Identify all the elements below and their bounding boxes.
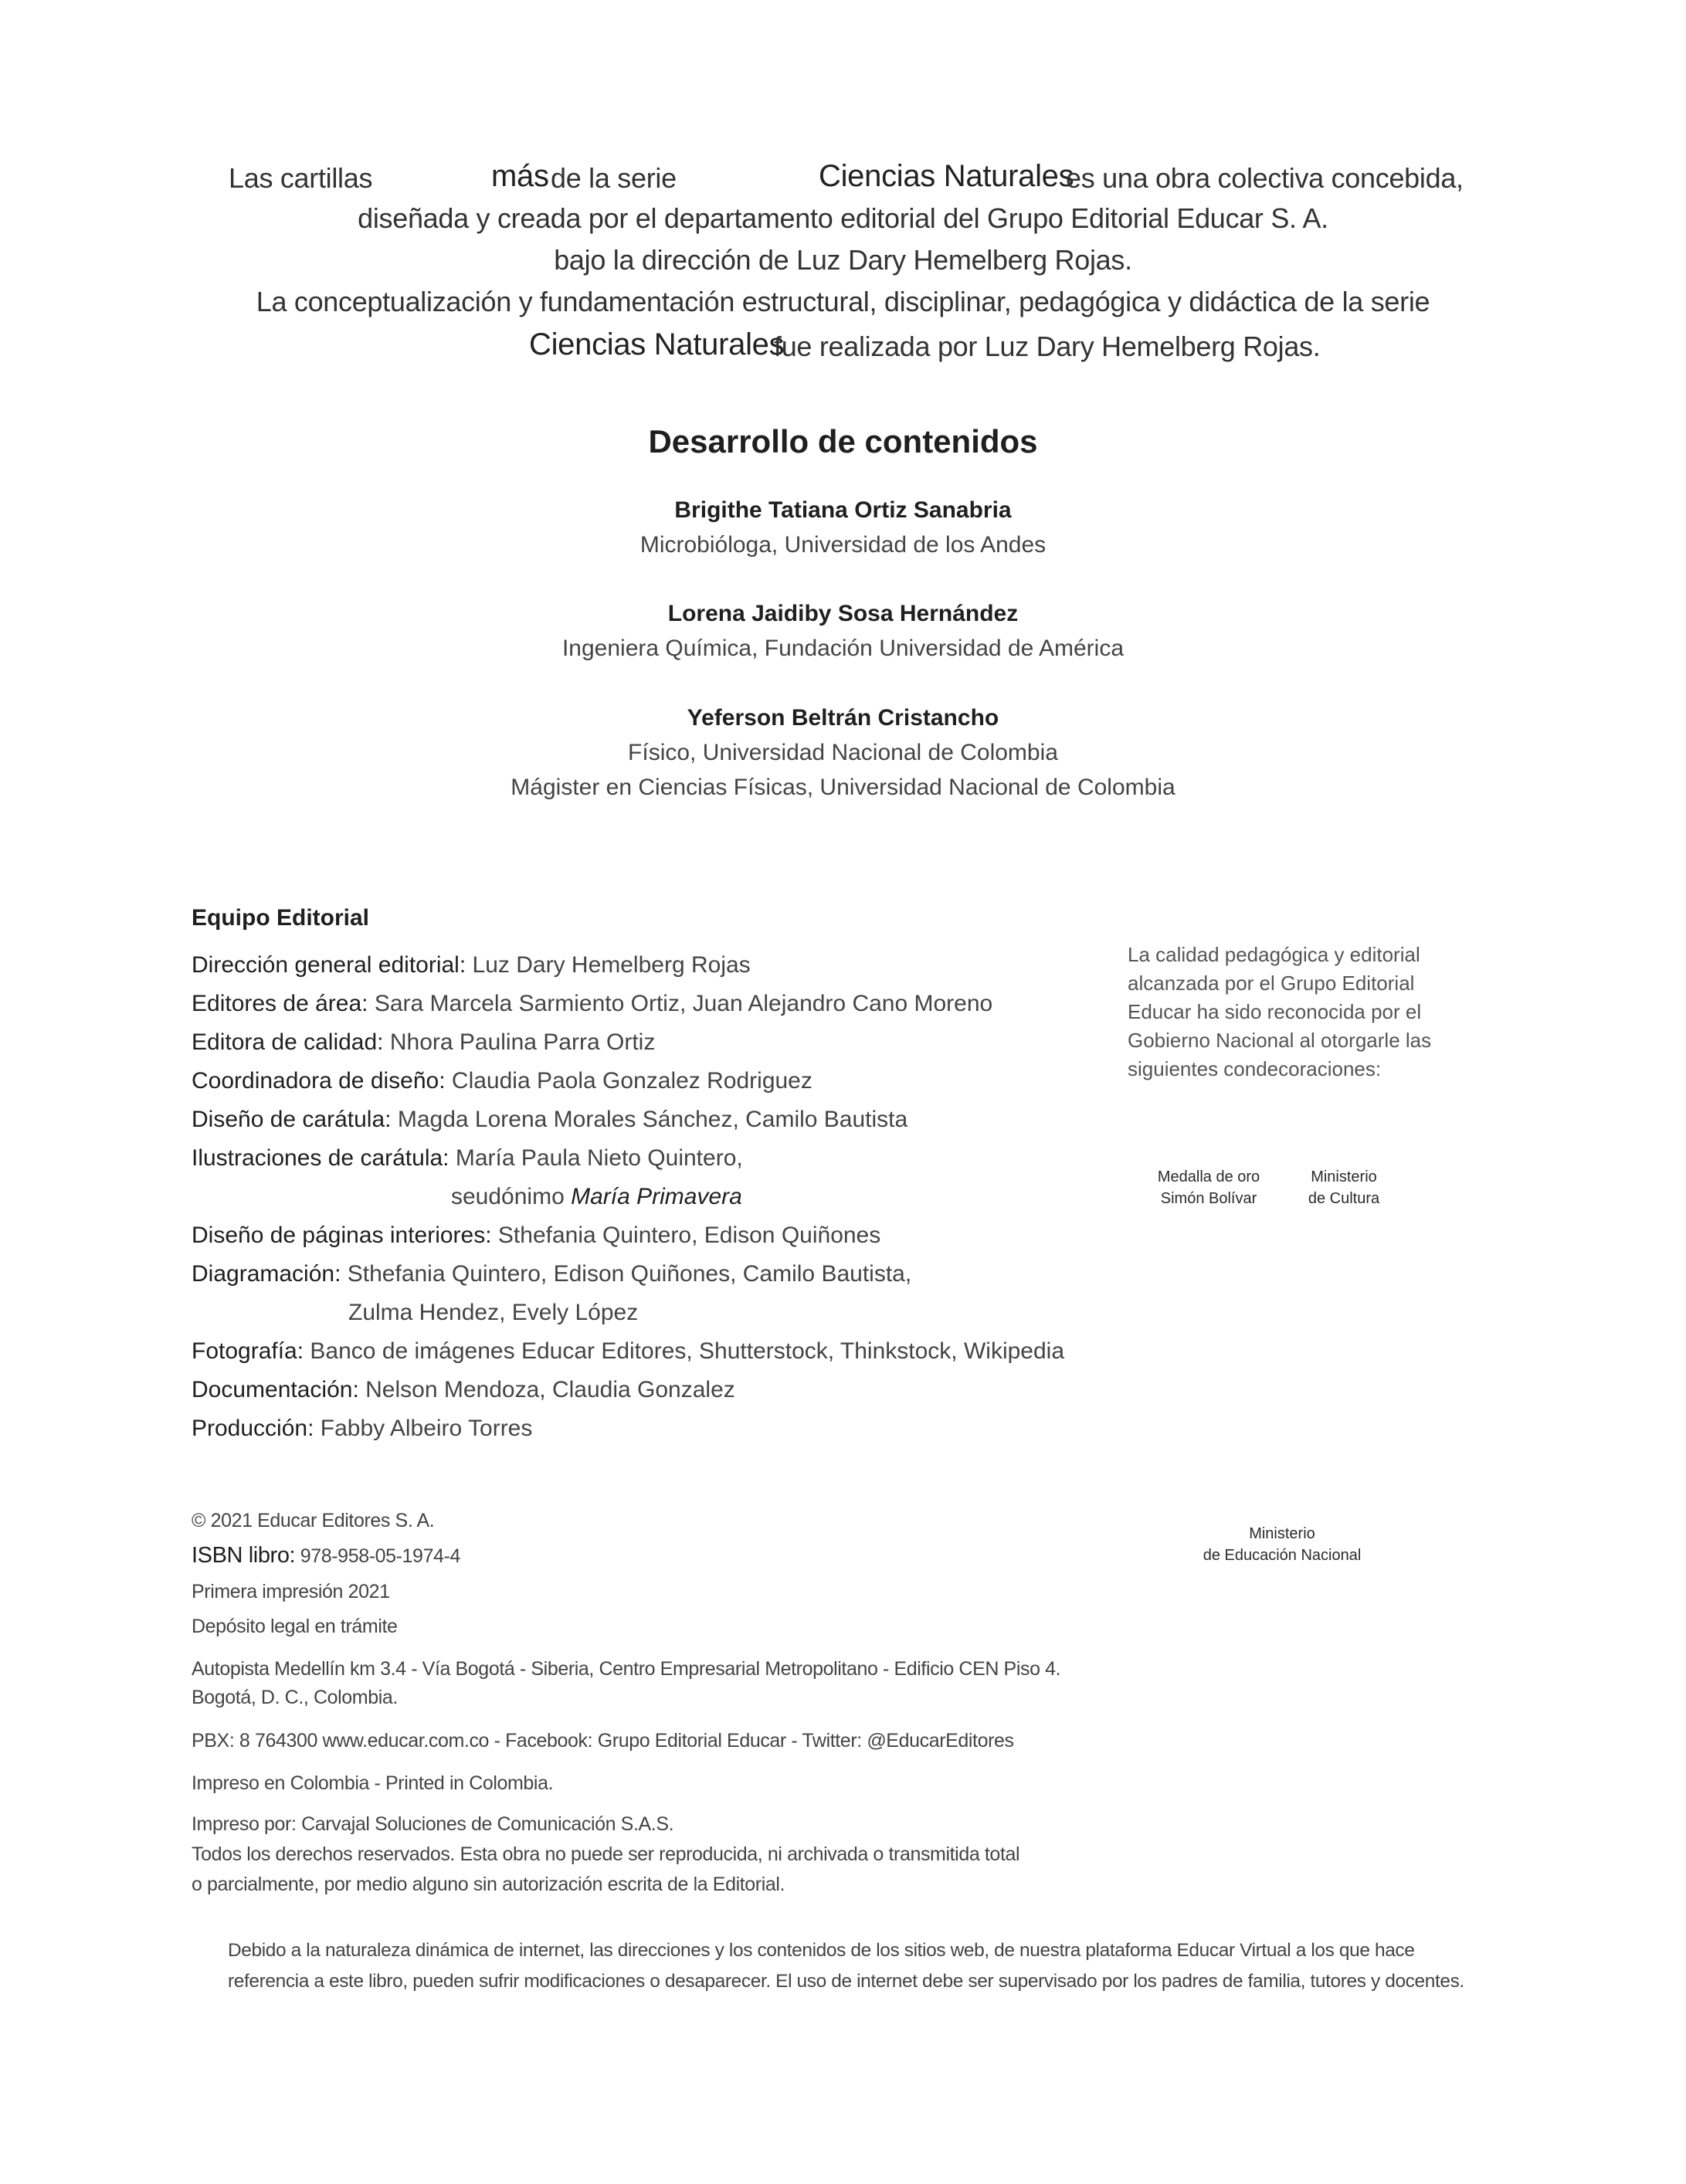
award-line: de Educación Nacional [1203,1547,1362,1564]
intro-series-name-2: Ciencias Naturales [529,327,785,361]
credit-pseudonym: María Primavera [571,1184,742,1209]
credit-row-continuation [451,1184,742,1210]
team-heading: Equipo Editorial [192,905,369,931]
printed-in: Impreso en Colombia - Printed in Colombia. [192,1772,554,1794]
credit-value: Luz Dary Hemelberg Rojas [472,952,751,978]
credit-label: Editora de calidad: [192,1029,384,1055]
credit-label: Diseño de páginas interiores: [192,1223,492,1248]
legal-deposit: Depósito legal en trámite [192,1616,398,1637]
author-description: Ingeniera Química, Fundación Universidad de América [561,636,1125,661]
credit-row [192,1338,1064,1365]
credit-row [192,952,751,978]
intro-word-cartillas: Las cartillas [229,162,373,194]
credit-value: Nhora Paulina Parra Ortiz [389,1029,656,1055]
award-ministerio-educacion [1189,1523,1375,1566]
credit-row [192,1261,911,1287]
credit-label: Ilustraciones de carátula: [192,1145,449,1171]
rights-line-2: o parcialmente, por medio alguno sin autorización escrita de la Editorial. [192,1874,785,1895]
credit-value: Zulma Hendez, Evely López [348,1300,639,1325]
credit-row [192,1145,743,1172]
award-medalla-simon-bolivar [1143,1166,1274,1209]
author-name: Yeferson Beltrán Cristancho [687,705,999,731]
credit-row [192,1029,655,1056]
credit-row [192,991,992,1017]
isbn-label: ISBN libro: [192,1543,296,1568]
isbn-value: 978-958-05-1974-4 [300,1545,461,1567]
credit-value: Banco de imágenes Educar Editores, Shutterstock, Thinkstock, Wikipedia [310,1338,1065,1364]
development-title: Desarrollo de contenidos [648,423,1038,460]
credit-row [192,1223,880,1249]
printed-by: Impreso por: Carvajal Soluciones de Comunicación S.A.S. [192,1813,674,1835]
author-name: Brigithe Tatiana Ortiz Sanabria [674,497,1012,523]
credit-value: Fabby Albeiro Torres [320,1416,533,1441]
award-line: Simón Bolívar [1160,1190,1257,1207]
award-line: Ministerio [1311,1168,1377,1185]
address-line-2: Bogotá, D. C., Colombia. [192,1687,398,1708]
awards-intro-text: La calidad pedagógica y editorial alcanzada por el Grupo Editorial Educar ha sido reconocida por el Gobierno Nacional al otorgarle las siguientes condecoraciones: [1128,943,1432,1080]
intro-line-2: diseñada y creada por el departamento editorial del Grupo Editorial Educar S. A. [358,202,1328,234]
credit-value: Nelson Mendoza, Claudia Gonzalez [365,1377,735,1402]
credit-label: Coordinadora de diseño: [192,1068,446,1094]
credit-value: Sthefania Quintero, Edison Quiñones, Camilo Bautista, [347,1261,912,1287]
award-line: Ministerio [1249,1525,1315,1542]
credit-row [192,1068,812,1094]
credit-label: Editores de área: [192,991,368,1016]
credit-row [192,1377,735,1403]
credit-row-continuation [348,1300,638,1326]
edition: Primera impresión 2021 [192,1581,390,1602]
intro-line-3: bajo la dirección de Luz Dary Hemelberg Rojas. [554,244,1132,276]
intro-word-serie: de la serie [551,162,677,194]
credit-value: Claudia Paola Gonzalez Rodriguez [451,1068,812,1094]
intro-word-mas: más [491,159,549,193]
address-line-1: Autopista Medellín km 3.4 - Vía Bogotá - Siberia, Centro Empresarial Metropolitano - Edificio CEN Piso 4. [192,1658,1061,1680]
contact-line: PBX: 8 764300 www.educar.com.co - Facebook: Grupo Editorial Educar - Twitter: @EducarEditores [192,1730,1014,1752]
credit-label: Diagramación: [192,1261,341,1287]
credit-value: seudónimo [451,1184,565,1209]
copyright: © 2021 Educar Editores S. A. [192,1510,435,1531]
intro-word-obra: es una obra colectiva concebida, [1066,162,1464,194]
intro-series-name: Ciencias Naturales [819,159,1074,193]
credit-label: Diseño de carátula: [192,1107,392,1132]
author-name: Lorena Jaidiby Sosa Hernández [667,601,1019,626]
award-line: Medalla de oro [1157,1168,1260,1185]
credit-label: Fotografía: [192,1338,304,1364]
author-description: Microbióloga, Universidad de los Andes [639,532,1047,558]
author-description: Mágister en Ciencias Físicas, Universidad Nacional de Colombia [511,775,1175,800]
rights-line-1: Todos los derechos reservados. Esta obra no puede ser reproducida, ni archivada o transmitida total [192,1843,1020,1865]
award-ministerio-cultura [1298,1166,1390,1209]
credit-row [192,1416,532,1442]
credit-value: Sthefania Quintero, Edison Quiñones [497,1223,881,1248]
credit-label: Documentación: [192,1377,359,1402]
credit-label: Producción: [192,1416,314,1441]
award-line: de Cultura [1308,1190,1380,1207]
credit-value: María Paula Nieto Quintero, [455,1145,743,1171]
internet-disclaimer: Debido a la naturaleza dinámica de internet, las direcciones y los contenidos de los sitios web, de nuestra plataforma Educar Virtual a los que hace referencia a este libro, pueden sufrir modificaciones o desaparecer. El uso de internet debe ser supervisado por los padres de familia, tutores y docentes. [228,1940,1464,1992]
credit-label: Dirección general editorial: [192,952,466,978]
credit-row [192,1107,907,1133]
author-description: Físico, Universidad Nacional de Colombia [628,740,1058,765]
intro-line-5-rest: fue realizada por Luz Dary Hemelberg Rojas. [774,331,1321,362]
credit-value: Magda Lorena Morales Sánchez, Camilo Bautista [397,1107,908,1132]
intro-line-4: La conceptualización y fundamentación estructural, disciplinar, pedagógica y didáctica de la serie [256,286,1430,317]
credit-value: Sara Marcela Sarmiento Ortiz, Juan Alejandro Cano Moreno [374,991,993,1016]
isbn [192,1543,460,1568]
